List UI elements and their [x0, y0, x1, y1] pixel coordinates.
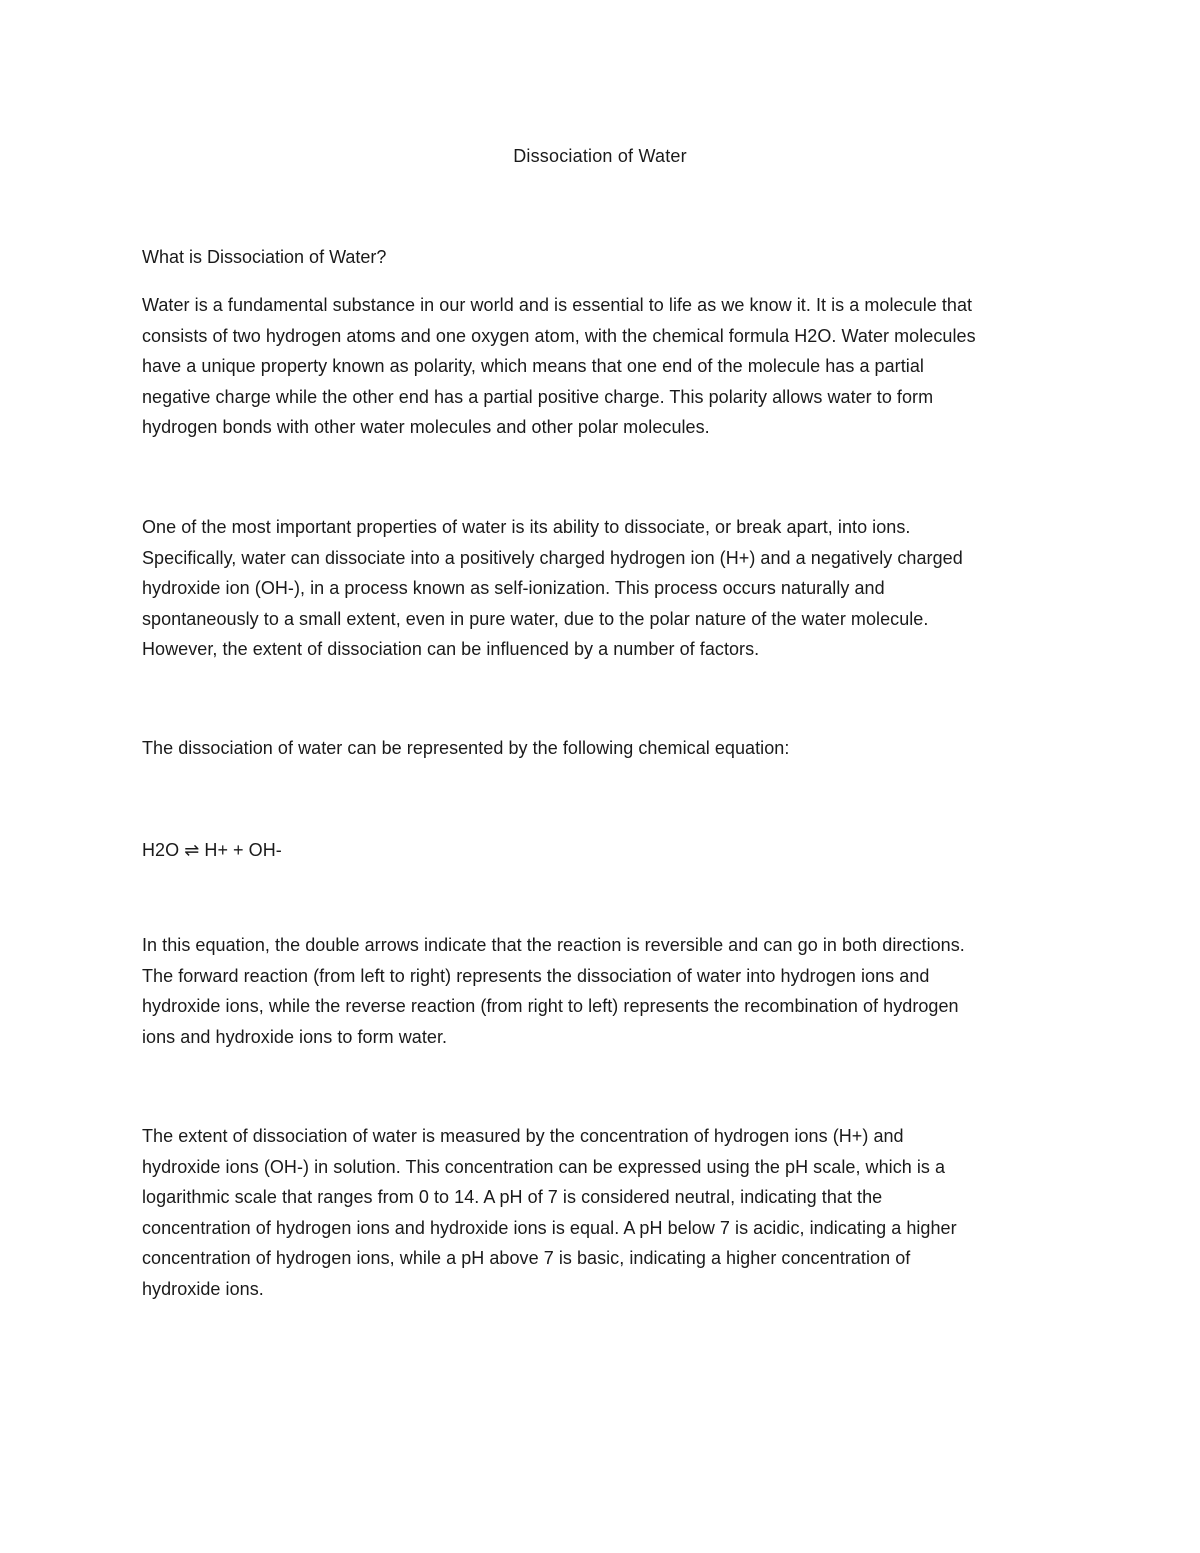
text-line: hydroxide ion (OH-), in a process known as self-ionization. This process occurs naturally and: [142, 578, 885, 599]
text-line: One of the most important properties of water is its ability to dissociate, or break apart, into ions.: [142, 517, 911, 537]
text-line: In this equation, the double arrows indicate that the reaction is reversible and can go in both directions.: [142, 935, 965, 955]
chemical-equation: [142, 835, 1062, 866]
text-line: hydroxide ions.: [142, 1278, 264, 1299]
paragraph-reversible-reaction: [142, 930, 1062, 1052]
text-line: negative charge while the other end has a partial positive charge. This polarity allows water to form: [142, 386, 934, 407]
text-line: concentration of hydrogen ions, while a pH above 7 is basic, indicating a higher concentration of: [142, 1248, 911, 1269]
text-line: consists of two hydrogen atoms and one oxygen atom, with the chemical formula H2O. Water molecules: [142, 325, 976, 346]
text-line: The dissociation of water can be represented by the following chemical equation:: [142, 738, 790, 758]
paragraph-ph-scale: [142, 1121, 1062, 1305]
paragraph-water-polarity: [142, 290, 1062, 443]
paragraph-self-ionization: [142, 512, 1062, 665]
equation-text: H2O ⇌ H+ + OH-: [142, 840, 282, 860]
paragraph-equation-intro: [142, 733, 1062, 764]
text-line: spontaneously to a small extent, even in pure water, due to the polar nature of the water molecule.: [142, 608, 929, 629]
text-line: hydroxide ions (OH-) in solution. This concentration can be expressed using the pH scale, which is a: [142, 1156, 946, 1177]
text-line: have a unique property known as polarity, which means that one end of the molecule has a partial: [142, 356, 924, 377]
text-line: However, the extent of dissociation can be influenced by a number of factors.: [142, 639, 760, 660]
text-line: The extent of dissociation of water is measured by the concentration of hydrogen ions (H+) and: [142, 1126, 904, 1146]
text-line: ions and hydroxide ions to form water.: [142, 1026, 448, 1047]
text-line: Specifically, water can dissociate into a positively charged hydrogen ion (H+) and a negatively charged: [142, 547, 963, 568]
section-heading: What is Dissociation of Water?: [142, 247, 387, 267]
text-line: hydrogen bonds with other water molecules and other polar molecules.: [142, 417, 710, 438]
text-line: logarithmic scale that ranges from 0 to 14. A pH of 7 is considered neutral, indicating that the: [142, 1187, 883, 1208]
document-title: Dissociation of Water: [513, 146, 687, 166]
text-line: Water is a fundamental substance in our world and is essential to life as we know it. It is a molecule that: [142, 295, 973, 315]
text-line: hydroxide ions, while the reverse reaction (from right to left) represents the recombination of hydrogen: [142, 996, 959, 1017]
text-line: concentration of hydrogen ions and hydroxide ions is equal. A pH below 7 is acidic, indicating a higher: [142, 1217, 957, 1238]
text-line: The forward reaction (from left to right) represents the dissociation of water into hydrogen ions and: [142, 965, 930, 986]
